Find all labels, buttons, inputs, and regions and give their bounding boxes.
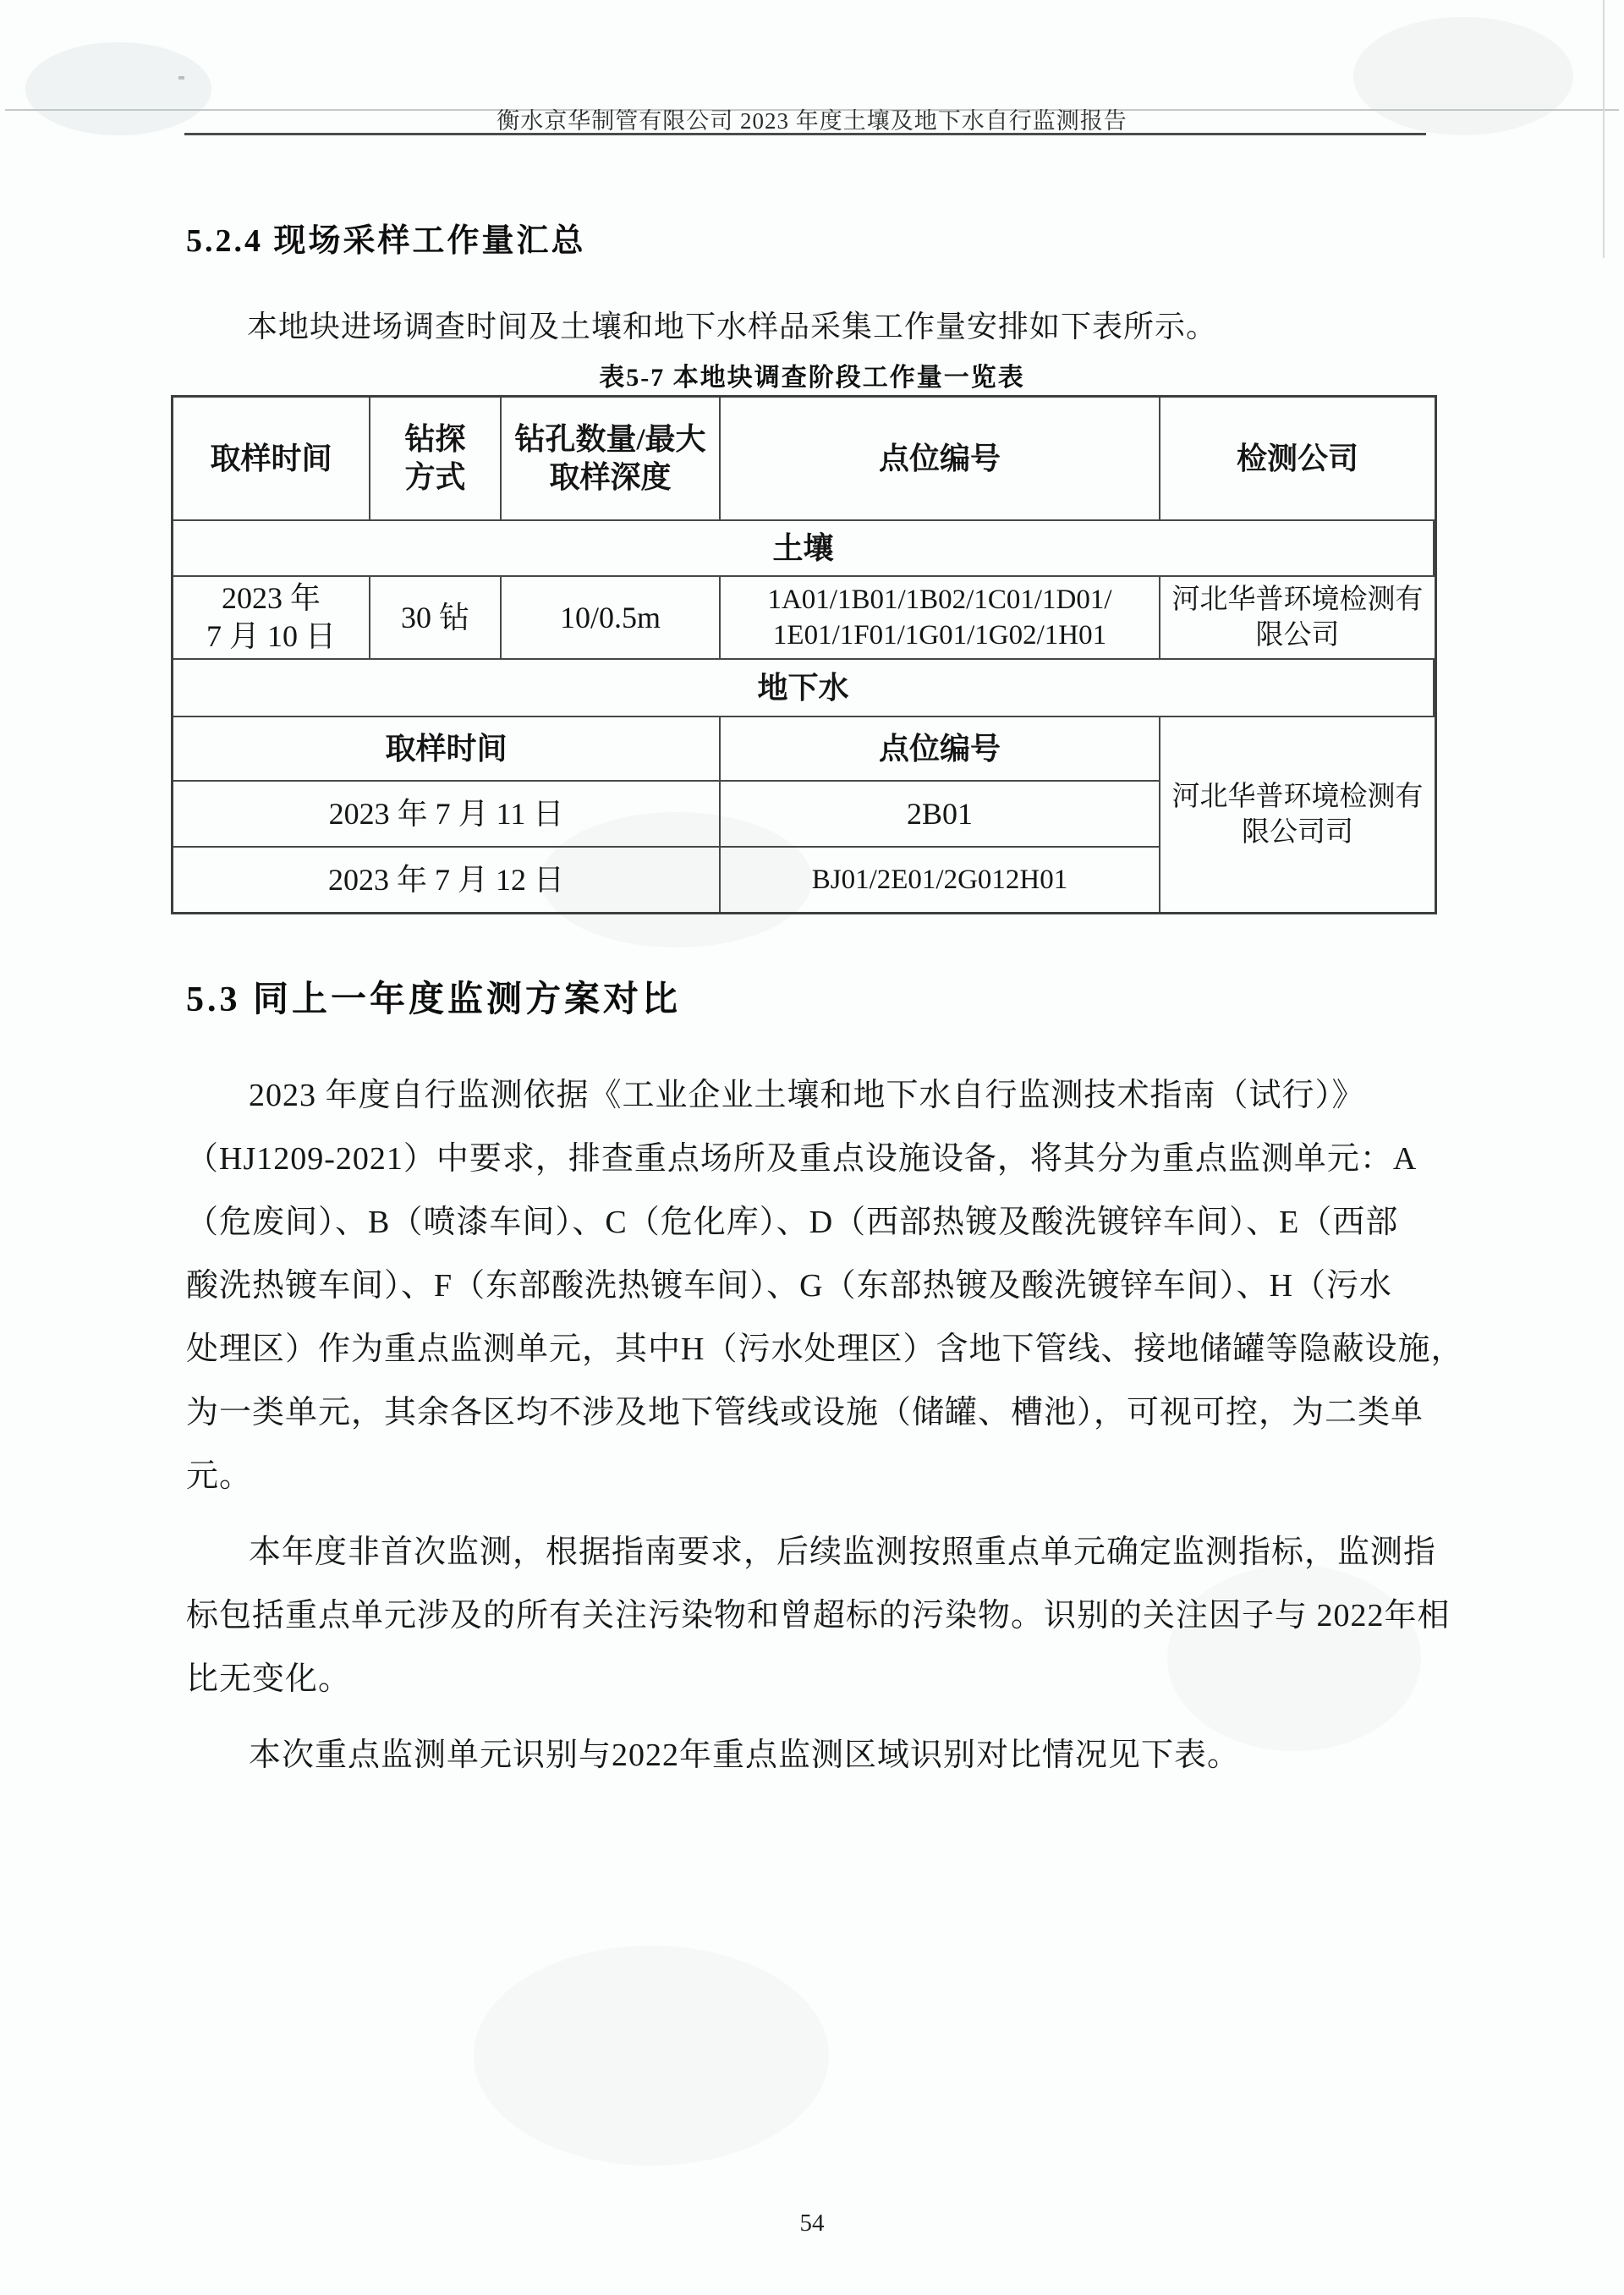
soil-row-drilling [370, 577, 502, 660]
groundwater-section-label: 地下水 [757, 670, 849, 705]
section-heading-5-3: 5.3 同上一年度监测方案对比 [186, 980, 682, 1019]
soil-section-label: 土壤 [772, 530, 834, 565]
soil-row-holes-depth [502, 577, 721, 660]
col-header-sampling-time [173, 398, 370, 521]
col-header-text: 取样时间 [210, 441, 332, 475]
col-header-text-line: 方式 [404, 460, 466, 494]
text-line: 本次重点监测单元识别与2022年重点监测区域识别对比情况见下表。 [249, 1738, 1241, 1773]
groundwater-section-row [173, 660, 1435, 717]
section-5-2-4-intro: 本地块进场调查时间及土壤和地下水样品采集工作量安排如下表所示。 [247, 310, 1218, 343]
gw-points-value: BJ01/2E01/2G012H01 [811, 864, 1068, 895]
table-caption: 表5-7 本地块调查阶段工作量一览表 [599, 364, 1025, 392]
soil-row-points [721, 577, 1160, 660]
text-line: 为一类单元，其余各区均不涉及地下管线或设施（储罐、槽池），可视可控，为二类单 [186, 1395, 1424, 1430]
gw-row-date [173, 782, 721, 848]
col-header-text-line: 钻探 [404, 422, 466, 456]
gw-header-text: 取样时间 [385, 731, 508, 766]
soil-date-line: 2023 年 [221, 581, 321, 615]
soil-drilling-value: 30 钻 [400, 600, 469, 634]
text-line: （HJ1209-2021）中要求，排查重点场所及重点设施设备，将其分为重点监测单元：A [186, 1141, 1418, 1177]
col-header-text: 点位编号 [878, 441, 1001, 475]
section-5-3-paragraph-2 [186, 1521, 1451, 1711]
col-header-text: 检测公司 [1236, 441, 1358, 475]
soil-points-line: 1E01/1F01/1G01/1G02/1H01 [772, 620, 1107, 651]
gw-company-line: 限公司司 [1242, 817, 1353, 848]
scan-artifact [474, 1946, 829, 2166]
soil-row-company [1160, 577, 1435, 660]
text-line: 本年度非首次监测，根据指南要求，后续监测按照重点单元确定监测指标，监测指 [249, 1535, 1437, 1570]
gw-company-cell [1160, 717, 1435, 912]
col-header-drilling-method [370, 398, 502, 521]
col-header-text-line: 钻孔数量/最大 [514, 422, 706, 456]
gw-header-point-ids [721, 717, 1160, 782]
text-line: 处理区）作为重点监测单元，其中H（污水处理区）含地下管线、接地储罐等隐蔽设施， [186, 1331, 1464, 1367]
col-header-holes-depth [502, 398, 721, 521]
col-header-company [1160, 398, 1435, 521]
gw-date-value: 2023 年 7 月 12 日 [327, 862, 564, 897]
col-header-point-ids [721, 398, 1160, 521]
gw-row-points [721, 848, 1160, 912]
text-line: 元。 [186, 1458, 253, 1494]
gw-points-value: 2B01 [906, 796, 973, 831]
section-5-3-paragraph-3 [186, 1724, 1445, 1787]
section-5-3-paragraph-1 [186, 1064, 1464, 1508]
work-volume-table [171, 395, 1437, 914]
page-number: 54 [799, 2210, 825, 2237]
soil-holes-depth-value: 10/0.5m [559, 600, 661, 634]
text-line: 比无变化。 [186, 1661, 352, 1697]
gw-header-sampling-time [173, 717, 721, 782]
soil-section-row [173, 521, 1435, 577]
section-heading-5-2-4: 5.2.4 现场采样工作量汇总 [186, 223, 586, 259]
text-line: 2023 年度自行监测依据《工业企业土壤和地下水自行监测技术指南（试行）》 [249, 1078, 1365, 1113]
gw-date-value: 2023 年 7 月 11 日 [328, 796, 564, 831]
soil-date-line: 7 月 10 日 [206, 619, 336, 653]
soil-company-line: 限公司 [1255, 620, 1340, 651]
scan-speck [178, 76, 184, 80]
gw-company-line: 河北华普环境检测有 [1171, 782, 1424, 812]
soil-points-line: 1A01/1B01/1B02/1C01/1D01/ [767, 585, 1112, 615]
gw-header-text: 点位编号 [878, 731, 1001, 766]
soil-company-line: 河北华普环境检测有 [1171, 585, 1424, 615]
running-header: 衡水京华制管有限公司 2023 年度土壤及地下水自行监测报告 [497, 108, 1127, 134]
text-line: （危废间）、B（喷漆车间）、C（危化库）、D（西部热镀及酸洗镀锌车间）、E（西部 [186, 1205, 1399, 1240]
soil-row-date [173, 577, 370, 660]
gw-row-points [721, 782, 1160, 848]
gw-row-date [173, 848, 721, 912]
col-header-text-line: 取样深度 [549, 460, 672, 494]
text-line: 标包括重点单元涉及的所有关注污染物和曾超标的污染物。识别的关注因子与 2022年相 [186, 1598, 1451, 1633]
text-line: 酸洗热镀车间）、F（东部酸洗热镀车间）、G（东部热镀及酸洗镀锌车间）、H（污水 [186, 1268, 1393, 1304]
